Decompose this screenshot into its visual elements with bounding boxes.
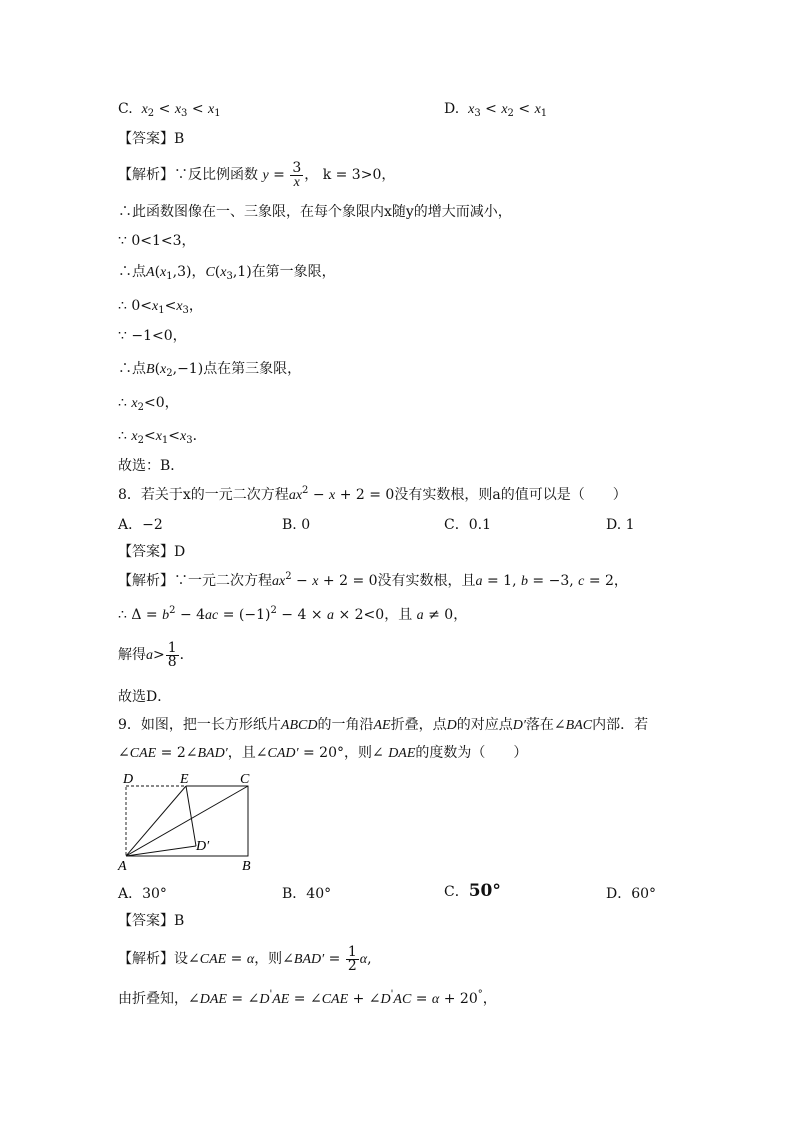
q9-option-c-value: 50° bbox=[468, 881, 501, 901]
q8-stem: 8．若关于x的一元二次方程$ax^2 - x + 2 = 0$没有实数根，则a的值可以是（ ） bbox=[118, 485, 627, 503]
label-d-prime: D′ bbox=[196, 839, 210, 854]
fraction-1-over-8: $\frac{1}{8}$ bbox=[167, 639, 177, 670]
label-b: B bbox=[242, 859, 251, 874]
q8-final-choice: 故选D． bbox=[118, 689, 172, 705]
q7-analysis-line-6: ∵ −1<0， bbox=[118, 328, 187, 344]
line-ed-prime bbox=[186, 786, 196, 846]
q9-analysis-line-2: 由折叠知，∠DAE = ∠D'AE = ∠CAE + ∠D'AC = α + 20°， bbox=[118, 989, 497, 1007]
q7-option-d: D. $x_3 < x_2 < x_1$ bbox=[444, 101, 548, 119]
q7-analysis-line-3: ∵ 0<1<3， bbox=[118, 233, 196, 249]
q8-analysis-line-3: 解得a> $\frac{1}{8}$ ． bbox=[118, 639, 194, 670]
q7-analysis-line-1: 【解析】∵反比例函数 y = $\frac{3}{x}$ ， k = 3>0， bbox=[118, 159, 396, 190]
q9-answer: 【答案】B bbox=[118, 913, 185, 929]
q8-option-a: A．−2 bbox=[118, 517, 163, 533]
q8-option-b: B. 0 bbox=[282, 517, 311, 533]
q7-analysis-line-7: ∴点$B(x_2,-1)$点在第三象限， bbox=[118, 361, 302, 379]
q9-analysis-line-1: 【解析】设∠CAE = α，则∠BAD′ = $\frac{1}{2}$ α, bbox=[118, 943, 372, 974]
q9-geometry-figure bbox=[114, 770, 274, 874]
q7-analysis-line-5: ∴ $0<x_1<x_3$， bbox=[118, 298, 203, 316]
q8-answer: 【答案】D bbox=[118, 544, 186, 560]
q7-option-c: C. $x_2 < x_3 < x_1$ bbox=[118, 101, 221, 119]
q9-option-b: B．40° bbox=[282, 886, 332, 902]
q9-option-d: D．60° bbox=[606, 886, 657, 902]
q7-answer: 【答案】B bbox=[118, 131, 185, 147]
q9-stem-line-1: 9．如图，把一长方形纸片ABCD的一角沿AE折叠，点D的对应点D′落在∠BAC内部．若 bbox=[118, 717, 649, 733]
label-d: D bbox=[123, 772, 134, 787]
label-e: E bbox=[180, 772, 189, 787]
line-ad-prime bbox=[126, 846, 196, 856]
q9-stem-line-2: ∠CAE = 2∠BAD′，且∠CAD′ = 20°，则∠ DAE的度数为（ ） bbox=[118, 745, 528, 761]
q7-analysis-line-4: ∴点$A(x_1,3)$，$C(x_3,1)$在第一象限， bbox=[118, 264, 336, 282]
q8-analysis-line-2: ∴ $\Delta = b^2 - 4ac = (-1)^2 - 4 \times a \times 2<0$，且 a ≠ 0， bbox=[118, 605, 468, 623]
q8-analysis-line-1: 【解析】∵一元二次方程$ax^2 - x + 2 = 0$没有实数根，且a = 1, b = −3, c = 2， bbox=[118, 571, 628, 589]
line-ac bbox=[126, 786, 248, 856]
q7-analysis-line-9: ∴ $x_2<x_1<x_3$． bbox=[118, 428, 207, 446]
line-ae bbox=[126, 786, 186, 856]
q7-analysis-line-8: ∴ $x_2<0$， bbox=[118, 395, 179, 413]
q8-option-d: D. 1 bbox=[606, 517, 635, 533]
q9-option-a: A．30° bbox=[118, 886, 167, 902]
label-a: A bbox=[118, 859, 127, 874]
fraction-3-over-x: $\frac{3}{x}$ bbox=[292, 159, 302, 190]
label-c: C bbox=[240, 772, 250, 787]
q9-option-c: C．50° bbox=[444, 881, 501, 901]
q7-analysis-line-2: ∴此函数图像在一、三象限，在每个象限内x随y的增大而减小， bbox=[118, 204, 512, 220]
fraction-1-over-2: $\frac{1}{2}$ bbox=[347, 943, 357, 974]
q7-final-choice: 故选：B． bbox=[118, 458, 185, 474]
q8-option-c: C．0.1 bbox=[444, 517, 491, 533]
